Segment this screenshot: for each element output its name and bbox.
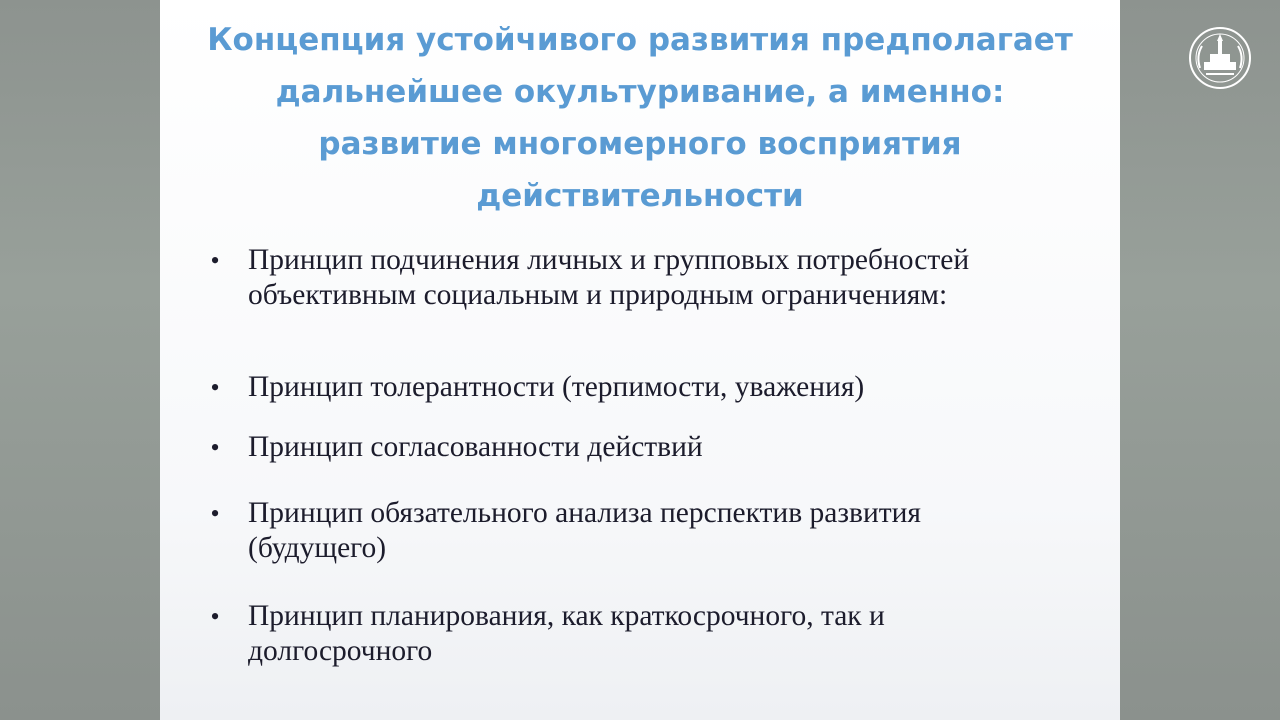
bullet-item (208, 370, 1108, 405)
bullet-dot: • (210, 246, 220, 275)
bullet-item (208, 599, 998, 669)
bullet-item (208, 430, 1108, 465)
bullet-text: Принцип обязательного анализа перспектив развития (будущего) (248, 497, 921, 564)
bullet-item (208, 243, 1108, 313)
right-background-panel (1120, 0, 1280, 720)
bullet-dot: • (210, 433, 220, 462)
slide-title: Концепция устойчивого развития предполагает дальнейшее окультуривание, а именно: развитие многомерного восприятия действительности (207, 22, 1073, 214)
bullet-item (208, 496, 1048, 566)
bullet-dot: • (210, 373, 220, 402)
bullet-text: Принцип подчинения личных и групповых потребностей объективным социальным и природным ограничениям: (248, 244, 970, 311)
bullet-text: Принцип планирования, как краткосрочного, так и долгосрочного (248, 600, 885, 667)
bullet-dot: • (210, 499, 220, 528)
bullet-dot: • (210, 602, 220, 631)
bullet-text: Принцип толерантности (терпимости, уважения) (248, 371, 865, 403)
bullet-text: Принцип согласованности действий (248, 431, 703, 463)
university-emblem-icon (1188, 26, 1252, 90)
presentation-slide (160, 0, 1120, 720)
left-background-panel (0, 0, 160, 720)
